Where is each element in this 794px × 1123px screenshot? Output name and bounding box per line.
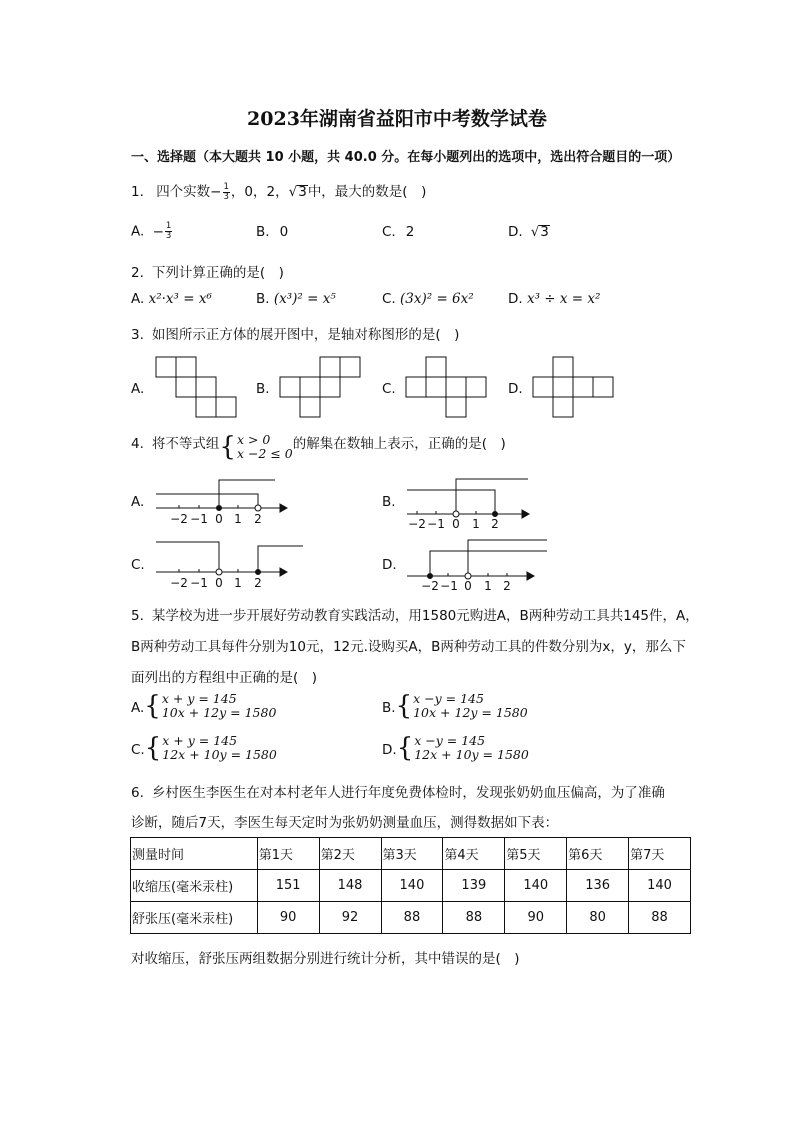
q5-option-d: D.{ x −y = 145 12x + 10y = 1580	[382, 733, 529, 763]
q4-d-tick-1: 1	[484, 579, 492, 593]
q4-d-tick-neg1: −1	[440, 579, 458, 593]
q4-a-tick-neg1: −1	[190, 512, 208, 526]
q1-text-post: 中，最大的数是( )	[307, 184, 427, 200]
question-4: 4. 将不等式组{ x > 0 x −2 ≤ 0 的解集在数轴上表示，正确的是( )	[131, 432, 506, 462]
table-cell: 90	[505, 902, 567, 934]
table-cell: 90	[257, 902, 319, 934]
q2-option-c: C. (3x)² = 6x²	[382, 291, 474, 307]
q4-d-tick-2: 2	[503, 579, 511, 593]
q4-line-a	[156, 480, 287, 512]
q3-option-a-label: A.	[131, 381, 145, 397]
table-header-cell: 第4天	[443, 838, 505, 870]
q1-number: 1.	[131, 184, 144, 200]
q4-a-tick-2: 2	[254, 512, 262, 526]
table-header-cell: 测量时间	[131, 838, 258, 870]
q4-b-tick-neg1: −1	[427, 517, 445, 531]
table-header-cell: 第1天	[257, 838, 319, 870]
q2-option-d: D. x³ ÷ x = x²	[508, 291, 601, 307]
q4-a-tick-1: 1	[234, 512, 242, 526]
q3-option-c-label: C.	[382, 381, 396, 397]
table-cell: 140	[629, 870, 691, 902]
table-cell: 140	[505, 870, 567, 902]
table-cell: 136	[567, 870, 629, 902]
q3-option-b-label: B.	[256, 381, 270, 397]
q1-option-d: D. √3	[508, 224, 549, 240]
q5-option-a: A.{ x + y = 145 10x + 12y = 1580	[131, 691, 277, 721]
q4-option-d-label: D.	[382, 557, 397, 573]
table-header-cell: 第2天	[319, 838, 381, 870]
q4-b-tick-0: 0	[452, 517, 460, 531]
table-row	[131, 870, 691, 902]
q1-text-mid: ，0，2，	[230, 184, 289, 200]
table-cell: 88	[381, 902, 443, 934]
q4-a-tick-neg2: −2	[170, 512, 188, 526]
q1-sqrt: √3	[288, 184, 307, 200]
table-header-cell: 第3天	[381, 838, 443, 870]
q4-c-tick-2: 2	[254, 576, 262, 590]
question-2: 2. 下列计算正确的是( )	[131, 265, 284, 281]
section-heading: 一、选择题（本大题共 10 小题，共 40.0 分。在每小题列出的选项中，选出符合题目的一项）	[131, 150, 681, 165]
q4-inequality-system: x > 0 x −2 ≤ 0	[236, 432, 293, 461]
q3-option-d-label: D.	[508, 381, 523, 397]
table-cell: 88	[629, 902, 691, 934]
q1-fraction: $\frac{1}{3}$	[223, 181, 229, 202]
q4-line-b	[407, 479, 529, 518]
table-header-cell: 第6天	[567, 838, 629, 870]
table-cell: 148	[319, 870, 381, 902]
q4-c-tick-neg2: −2	[170, 576, 188, 590]
table-header-row	[131, 838, 691, 870]
q1-option-b: B. 0	[256, 224, 289, 240]
blood-pressure-table	[130, 837, 691, 934]
q4-c-tick-1: 1	[234, 576, 242, 590]
q2-option-b: B. (x³)² = x⁵	[256, 291, 336, 307]
q5-option-c: C.{ x + y = 145 12x + 10y = 1580	[131, 733, 277, 763]
q1-option-c: C. 2	[382, 224, 415, 240]
table-cell: 80	[567, 902, 629, 934]
q4-b-tick-neg2: −2	[408, 517, 426, 531]
table-header-cell: 第7天	[629, 838, 691, 870]
q4-c-tick-neg1: −1	[190, 576, 208, 590]
q4-b-tick-2: 2	[491, 517, 499, 531]
q5-option-b: B.{ x −y = 145 10x + 12y = 1580	[382, 691, 528, 721]
table-cell: 140	[381, 870, 443, 902]
q4-c-tick-0: 0	[215, 576, 223, 590]
q4-option-a-label: A.	[131, 494, 145, 510]
table-cell: 92	[319, 902, 381, 934]
question-6-line-2: 诊断，随后7天，李医生每天定时为张奶奶测量血压，测得数据如下表：	[131, 815, 559, 831]
row-label: 收缩压(毫米汞柱)	[131, 870, 258, 902]
question-5-line-1: 5. 某学校为进一步开展好劳动教育实践活动，用1580元购进A，B两种劳动工具共145件，A，	[131, 608, 699, 624]
q1-option-a: A. − $\frac{1}{3}$	[131, 221, 172, 241]
q4-line-d	[407, 540, 547, 580]
table-cell: 151	[257, 870, 319, 902]
q4-option-b-label: B.	[382, 494, 396, 510]
table-row	[131, 902, 691, 934]
table-cell: 139	[443, 870, 505, 902]
row-label: 舒张压(毫米汞柱)	[131, 902, 258, 934]
table-cell: 88	[443, 902, 505, 934]
question-6-line-1: 6. 乡村医生李医生在对本村老年人进行年度免费体检时，发现张奶奶血压偏高，为了准确	[131, 785, 665, 801]
q2-option-a: A. x²·x³ = x⁶	[131, 291, 212, 307]
question-6-followup: 对收缩压，舒张压两组数据分别进行统计分析，其中错误的是( )	[131, 951, 520, 967]
q1-text-pre: 四个实数−	[156, 184, 222, 200]
question-5-line-2: B两种劳动工具每件分别为10元，12元.设购买A，B两种劳动工具的件数分别为x，y，那么下	[131, 639, 686, 655]
q4-a-tick-0: 0	[215, 512, 223, 526]
q4-b-tick-1: 1	[472, 517, 480, 531]
table-header-cell: 第5天	[505, 838, 567, 870]
q4-d-tick-0: 0	[464, 579, 472, 593]
q4-line-c	[156, 542, 303, 576]
q4-option-c-label: C.	[131, 557, 145, 573]
question-5-line-3: 面列出的方程组中正确的是( )	[131, 670, 318, 686]
q4-d-tick-neg2: −2	[421, 579, 439, 593]
page-title: 2023年湖南省益阳市中考数学试卷	[247, 108, 547, 130]
question-3: 3. 如图所示正方体的展开图中，是轴对称图形的是( )	[131, 327, 460, 343]
